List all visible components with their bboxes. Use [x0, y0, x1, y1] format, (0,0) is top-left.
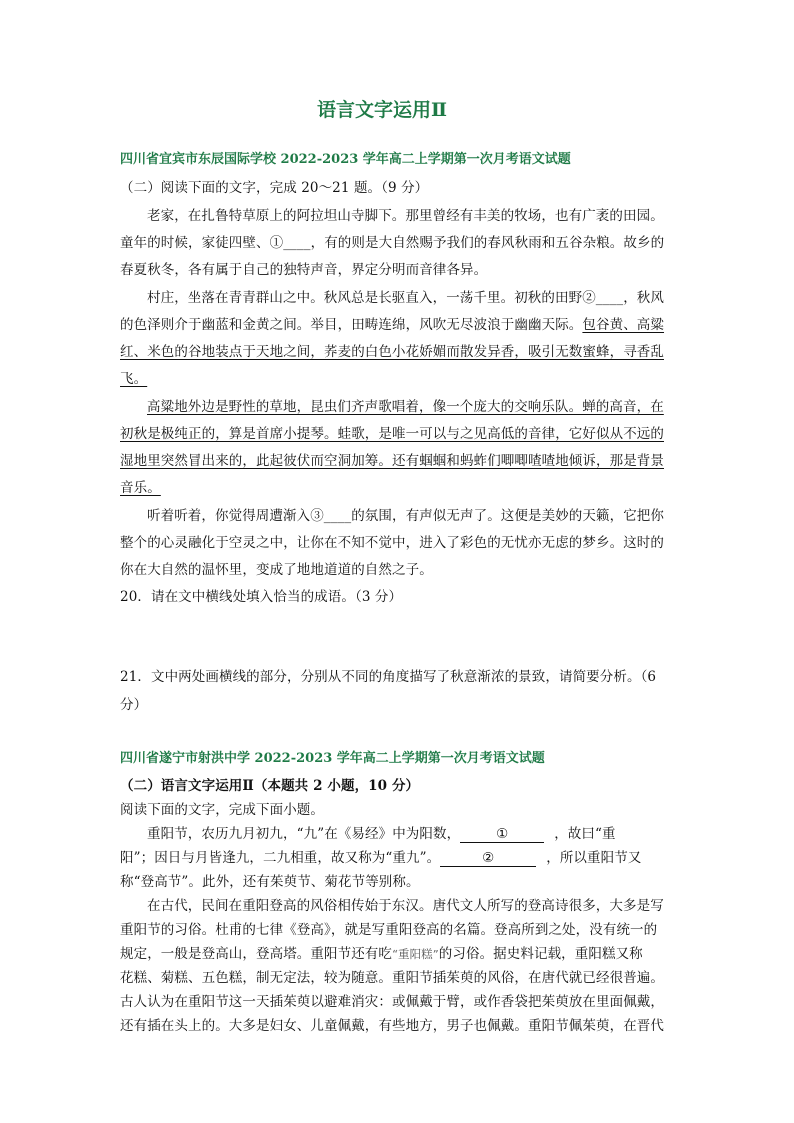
s2-p1-line1: [147, 822, 616, 843]
s1-p3-line1: 高粱地外边是野性的草地，昆虫们齐声歌唱着，像一个庞大的交响乐队。蝉的高音，在: [147, 399, 664, 415]
s1-p2-line2: [120, 313, 664, 333]
s1-p4-line3: 你在大自然的温怀里，变成了地地道道的自然之子。: [120, 562, 433, 578]
s2-p2-line3: [120, 942, 643, 962]
s2-p1-text-b: ，故曰“重: [554, 826, 616, 842]
s2-p2-line6: 还有插在头上的。大多是妇女、儿童佩戴，有些地方，男子也佩戴。重阳节佩茱萸，在晋代: [120, 1018, 664, 1034]
s2-p1-line3: 称“登高节”。此外，还有茱萸节、菊花节等别称。: [120, 874, 420, 890]
s2-p2-line1: 在古代，民间在重阳登高的风俗相传始于东汉。唐代文人所写的登高诗很多，大多是写: [147, 898, 664, 914]
blank-2: ②: [440, 850, 536, 867]
s1-p1-line3: 春夏秋冬，各有属于自己的独特声音，界定分明而音律各异。: [120, 262, 488, 278]
s2-p2-quote: “重阳糕”: [392, 947, 439, 961]
s2-p2-line2: 重阳节的习俗。杜甫的七律《登高》，就是写重阳登高的名篇。登高所到之处，没有统一的: [120, 922, 658, 938]
s1-p3-line3: 湿地里突然冒出来的，此起彼伏而空洞加筹。还有蝈蝈和蚂蚱们唧唧喳喳地倾诉，那是背景: [120, 453, 664, 469]
s1-p2-line1: 村庄，坐落在青青群山之中。秋风总是长驱直入，一荡千里。初秋的田野②____，秋风: [147, 290, 664, 306]
s2-p1-text-c: 阳”；因日与月皆逢九，二九相重，故又称为“重九”。: [120, 850, 441, 866]
s1-p2-line2-text: 的色泽则介于幽蓝和金黄之间。举目，田畴连绵，风吹无尽波浪于幽幽天际。: [120, 317, 583, 333]
s1-p2-underlined-1: 包谷黄、高粱: [582, 317, 665, 333]
question-21-line2: 分）: [120, 697, 148, 713]
s1-p3-line2: 初秋是极纯正的，算是首席小提琴。蛙歌，是唯一可以与之见高低的音律，它好似从不远的: [120, 426, 664, 442]
s1-p3-line4: 音乐。: [120, 480, 161, 496]
s1-p1-line2: 童年的时候，家徒四壁、①____，有的则是大自然赐予我们的春风秋雨和五谷杂粮。故乡的: [120, 235, 665, 251]
section1-heading: （二）阅读下面的文字，完成 20～21 题。（9 分）: [120, 180, 429, 196]
source-heading-1: 四川省宜宾市东辰国际学校 2022-2023 学年高二上学期第一次月考语文试题: [120, 152, 571, 167]
blank-1: ①: [460, 826, 544, 843]
source-heading-2: 四川省遂宁市射洪中学 2022-2023 学年高二上学期第一次月考语文试题: [120, 751, 545, 766]
s2-p2-line4: 花糕、菊糕、五色糕，制无定法，较为随意。重阳节插茱萸的风俗，在唐代就已经很普遍。: [120, 970, 664, 986]
s1-p4-line1: 听着听着，你觉得周遭渐入③____的氛围，有声似无声了。这便是美妙的天籁，它把你: [147, 508, 664, 524]
s2-p1-text-d: ，所以重阳节又: [546, 850, 642, 866]
s2-p2-text-b: 的习俗。据史料记载，重阳糕又称: [438, 946, 643, 962]
section2-heading: （二）语言文字运用Ⅱ（本题共 2 小题，10 分）: [120, 778, 420, 794]
s2-p1-text-a: 重阳节，农历九月初九，“九”在《易经》中为阳数，: [147, 826, 461, 842]
s1-p2-line3: 红、米色的谷地装点于天地之间，荞麦的白色小花娇媚而散发异香，吸引无数蜜蜂，寻香乱: [120, 344, 664, 360]
question-20: 20．请在文中横线处填入恰当的成语。（3 分）: [120, 589, 403, 605]
s1-p4-line2: 整个的心灵融化于空灵之中，让你在不知不觉中，进入了彩色的无忧亦无虑的梦乡。这时的: [120, 535, 664, 551]
s2-p2-line5: 古人认为在重阳节这一天插茱萸以避难消灾：或佩戴于臂，或作香袋把茱萸放在里面佩戴，: [120, 994, 664, 1010]
question-21-line1: 21．文中两处画横线的部分，分别从不同的角度描写了秋意渐浓的景致，请简要分析。（6: [120, 669, 657, 685]
s1-p2-line4: 飞。: [120, 371, 148, 387]
s2-p2-text-a: 规定，一般是登高山，登高塔。重阳节还有吃: [120, 946, 392, 962]
section2-intro: 阅读下面的文字，完成下面小题。: [120, 802, 324, 818]
s1-p1-line1: 老家，在扎鲁特草原上的阿拉坦山寺脚下。那里曾经有丰美的牧场，也有广袤的田园。: [147, 208, 664, 224]
page-title: 语言文字运用Ⅱ: [316, 99, 447, 121]
s2-p1-line2: [120, 846, 641, 867]
